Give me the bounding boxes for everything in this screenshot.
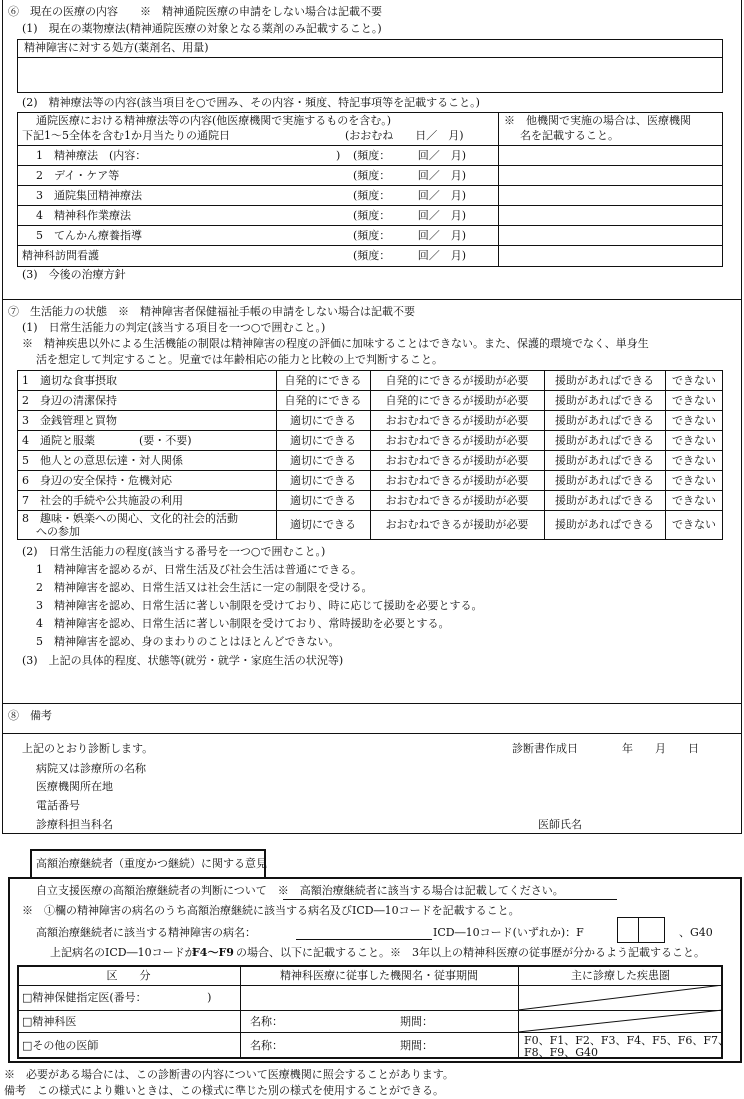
degree-option[interactable]: 2 精神障害を認め、日常生活又は社会生活に一定の制限を受ける。: [36, 581, 373, 594]
other-physician-checkbox[interactable]: □その他の医師: [22, 1039, 99, 1052]
ability-option[interactable]: 援助があればできる: [555, 374, 654, 387]
section-7-note-1: ※ 精神疾患以外による生活機能の制限は精神障害の程度の評価に加味することはできない。また、保護的環境でなく、単身生: [22, 337, 649, 350]
ability-item: 6 身辺の安全保持・危機対応: [22, 474, 172, 487]
ability-option[interactable]: 援助があればできる: [555, 474, 654, 487]
therapy-row-freq[interactable]: (頻度： 回／ 月): [353, 189, 467, 202]
therapy-head-1: 通院医療における精神療法等の内容(他医療機関で実施するものを含む。): [36, 114, 392, 127]
section-6-sub3: (3) 今後の治療方針: [22, 268, 126, 281]
section-8-title: ⑧ 備考: [8, 709, 52, 722]
therapy-hline: [17, 225, 498, 226]
therapy-row-label[interactable]: 1 精神療法 (内容：: [36, 149, 147, 162]
ability-option[interactable]: 援助があればできる: [555, 434, 654, 447]
icd-note-c: の場合、以下に記載すること。※ 3年以上の精神科医療の従事歴が分かるよう記載すること。: [236, 946, 705, 959]
ability-option[interactable]: 適切にできる: [290, 454, 356, 467]
therapy-hline: [498, 245, 723, 246]
degree-option[interactable]: 4 精神障害を認め、日常生活に著しい制限を受けており、常時援助を必要とする。: [36, 617, 450, 630]
ability-item: 5 他人との意思伝達・対人関係: [22, 454, 183, 467]
ability-option[interactable]: 援助があればできる: [555, 414, 654, 427]
ability-option[interactable]: できない: [672, 394, 716, 407]
ability-row-line: [17, 390, 723, 391]
therapy-table-vline: [498, 112, 499, 267]
period-label[interactable]: 期間：: [400, 1015, 433, 1028]
ability-item: 4 通院と服薬 (要・不要): [22, 434, 192, 447]
ability-option[interactable]: できない: [672, 434, 716, 447]
psychiatrist-checkbox[interactable]: □精神科医: [22, 1015, 77, 1028]
high-cost-line-2: ※ ①欄の精神障害の病名のうち高額治療継続に該当する病名及びICD―10コードを記載すること。: [22, 904, 520, 917]
therapy-note-2: 名を記載すること。: [520, 129, 619, 142]
exp-head-disease: 主に診療した疾患圏: [571, 969, 670, 982]
designated-physician-checkbox[interactable]: □精神保健指定医(番号： ): [22, 991, 212, 1004]
therapy-hline: [498, 145, 723, 146]
institution-name-label[interactable]: 名称：: [250, 1039, 283, 1052]
icd-g40: 、G40: [679, 926, 713, 939]
ability-option[interactable]: 援助があればできる: [555, 394, 654, 407]
ability-item: 7 社会的手続や公共施設の利用: [22, 494, 183, 507]
therapy-hline: [17, 245, 498, 246]
exp-diagonal-lines: [518, 985, 723, 1033]
ability-row-line: [17, 430, 723, 431]
disease-code-options[interactable]: F0、F1、F2、F3、F4、F5、F6、F7、: [524, 1034, 730, 1047]
sign-hospital[interactable]: 病院又は診療所の名称: [36, 762, 146, 775]
footer-note-1: ※ 必要がある場合には、この診断書の内容について医療機関に照会することがあります。: [4, 1068, 454, 1081]
ability-option[interactable]: おおむねできるが援助が必要: [385, 434, 529, 447]
sign-phone[interactable]: 電話番号: [36, 799, 80, 812]
ability-option[interactable]: 適切にできる: [290, 414, 356, 427]
therapy-row-label[interactable]: 5 てんかん療養指導: [36, 229, 142, 242]
therapy-hline: [17, 205, 498, 206]
ability-row-line: [17, 510, 723, 511]
therapy-row-freq[interactable]: (頻度： 回／ 月): [353, 149, 467, 162]
therapy-hline: [17, 165, 498, 166]
ability-option[interactable]: おおむねできるが援助が必要: [385, 414, 529, 427]
section-7-note-2: 活を想定して判定すること。児童では年齢相応の能力と比較の上で判断すること。: [36, 353, 443, 366]
exp-head-category: 区 分: [106, 969, 151, 982]
icd-note-a: 上記病名のICD―10コードが: [50, 946, 196, 959]
ability-item-cont: への参加: [36, 525, 80, 538]
disease-code-options-2[interactable]: F8、F9、G40: [524, 1046, 599, 1059]
therapy-hline: [17, 145, 498, 146]
therapy-row-freq[interactable]: (頻度： 回／ 月): [353, 169, 467, 182]
section-7-sub3: (3) 上記の具体的程度、状態等(就労・就学・家庭生活の状況等): [22, 654, 344, 667]
icd-label: ICD―10コード(いずれか)：F: [433, 926, 584, 939]
ability-row-line: [17, 450, 723, 451]
section-7-sub2: (2) 日常生活能力の程度(該当する番号を一つ○で囲むこと。): [22, 545, 326, 558]
institution-name-label[interactable]: 名称：: [250, 1015, 283, 1028]
therapy-row-freq[interactable]: (頻度： 回／ 月): [353, 229, 467, 242]
ability-option[interactable]: 援助があればできる: [555, 494, 654, 507]
high-cost-line-1: 自立支援医療の高額治療継続者の判断について ※ 高額治療継続者に該当する場合は記載してください。: [36, 884, 564, 897]
remarks-divider: [2, 733, 742, 734]
ability-option[interactable]: 適切にできる: [290, 518, 356, 531]
therapy-hline: [17, 185, 498, 186]
therapy-hline: [498, 225, 723, 226]
ability-row-line: [17, 410, 723, 411]
therapy-row-label[interactable]: 3 通院集団精神療法: [36, 189, 142, 202]
ability-item: 2 身辺の清潔保持: [22, 394, 117, 407]
ability-item: 8 趣味・娯楽への関心、文化的社会的活動: [22, 512, 238, 525]
sign-address[interactable]: 医療機関所在地: [36, 780, 113, 793]
ability-option[interactable]: 適切にできる: [290, 434, 356, 447]
ability-option[interactable]: 適切にできる: [290, 494, 356, 507]
ability-option[interactable]: 援助があればできる: [555, 454, 654, 467]
section-6-sub1: (1) 現在の薬物療法(精神通院医療の対象となる薬剤のみ記載すること。): [22, 22, 382, 35]
diagnosis-label: 高額治療継続者に該当する精神障害の病名：: [36, 926, 256, 939]
therapy-hline: [498, 205, 723, 206]
therapy-row-freq[interactable]: (頻度： 回／ 月): [353, 249, 467, 262]
ability-option[interactable]: できない: [672, 494, 716, 507]
therapy-row-close: ): [336, 149, 341, 162]
ability-option[interactable]: できない: [672, 414, 716, 427]
ability-option[interactable]: おおむねできるが援助が必要: [385, 518, 529, 531]
sign-dept[interactable]: 診療科担当科名: [36, 818, 113, 831]
ability-option[interactable]: おおむねできるが援助が必要: [385, 474, 529, 487]
therapy-hline: [498, 165, 723, 166]
therapy-row-freq[interactable]: (頻度： 回／ 月): [353, 209, 467, 222]
ability-option[interactable]: 自発的にできるが援助が必要: [385, 374, 529, 387]
prescription-divider: [17, 57, 723, 58]
therapy-row-label[interactable]: 精神科訪問看護: [22, 249, 99, 262]
ability-option[interactable]: おおむねできるが援助が必要: [385, 454, 529, 467]
sign-doctor[interactable]: 医師氏名: [538, 818, 582, 831]
therapy-head-2-freq: (おおむね 日／ 月): [345, 129, 464, 142]
ability-row-line: [17, 490, 723, 491]
footer-note-2: 備考 この様式により難いときは、この様式に準じた別の様式を使用することができる。: [4, 1084, 444, 1097]
section-7-sub1: (1) 日常生活能力の判定(該当する項目を一つ○で囲むこと。): [22, 321, 326, 334]
ability-option[interactable]: 自発的にできるが援助が必要: [385, 394, 529, 407]
therapy-row-label[interactable]: 4 精神科作業療法: [36, 209, 131, 222]
ability-option[interactable]: できない: [672, 454, 716, 467]
ability-option[interactable]: できない: [672, 474, 716, 487]
ability-option[interactable]: 援助があればできる: [555, 518, 654, 531]
section-6-title: ⑥ 現在の医療の内容 ※ 精神通院医療の申請をしない場合は記載不要: [8, 5, 382, 18]
ability-option[interactable]: できない: [672, 374, 716, 387]
ability-option[interactable]: できない: [672, 518, 716, 531]
icd-note-b: F4～F9: [192, 946, 234, 959]
ability-option[interactable]: おおむねできるが援助が必要: [385, 494, 529, 507]
diagnosis-input[interactable]: [296, 939, 432, 940]
degree-option[interactable]: 1 精神障害を認めるが、日常生活及び社会生活は普通にできる。: [36, 563, 362, 576]
therapy-note: ※ 他機関で実施の場合は、医療機関: [504, 114, 691, 127]
degree-option[interactable]: 5 精神障害を認め、身のまわりのことはほとんどできない。: [36, 635, 340, 648]
therapy-head-2: 下記1～5全体を含む1か月当たりの通院日: [22, 129, 230, 142]
therapy-hline: [498, 185, 723, 186]
sign-statement: 上記のとおり診断します。: [22, 742, 154, 755]
sign-date[interactable]: 診断書作成日 年 月 日: [512, 742, 699, 755]
degree-option[interactable]: 3 精神障害を認め、日常生活に著しい制限を受けており、時に応じて援助を必要とする。: [36, 599, 483, 612]
section-6-sub2: (2) 精神療法等の内容(該当項目を○で囲み、その内容・頻度、特記事項等を記載すること。): [22, 96, 480, 109]
ability-item: 3 金銭管理と買物: [22, 414, 117, 427]
ability-option[interactable]: 自発的にできる: [284, 374, 362, 387]
therapy-row-label[interactable]: 2 デイ・ケア等: [36, 169, 120, 182]
icd-code-box-1[interactable]: [617, 917, 639, 943]
period-label[interactable]: 期間：: [400, 1039, 433, 1052]
high-cost-tab-title: 高額治療継続者（重度かつ継続）に関する意見: [36, 857, 267, 870]
ability-option[interactable]: 適切にできる: [290, 474, 356, 487]
ability-item: 1 適切な食事摂取: [22, 374, 117, 387]
exp-head-institution: 精神科医療に従事した機関名・従事期間: [280, 969, 478, 982]
ability-row-line: [17, 470, 723, 471]
section-7-title: ⑦ 生活能力の状態 ※ 精神障害者保健福祉手帳の申請をしない場合は記載不要: [8, 305, 415, 318]
ability-option[interactable]: 自発的にできる: [284, 394, 362, 407]
icd-code-box-2[interactable]: [638, 917, 665, 943]
high-cost-underline: [283, 899, 617, 900]
prescription-label: 精神障害に対する処方(薬剤名、用量): [24, 41, 209, 54]
